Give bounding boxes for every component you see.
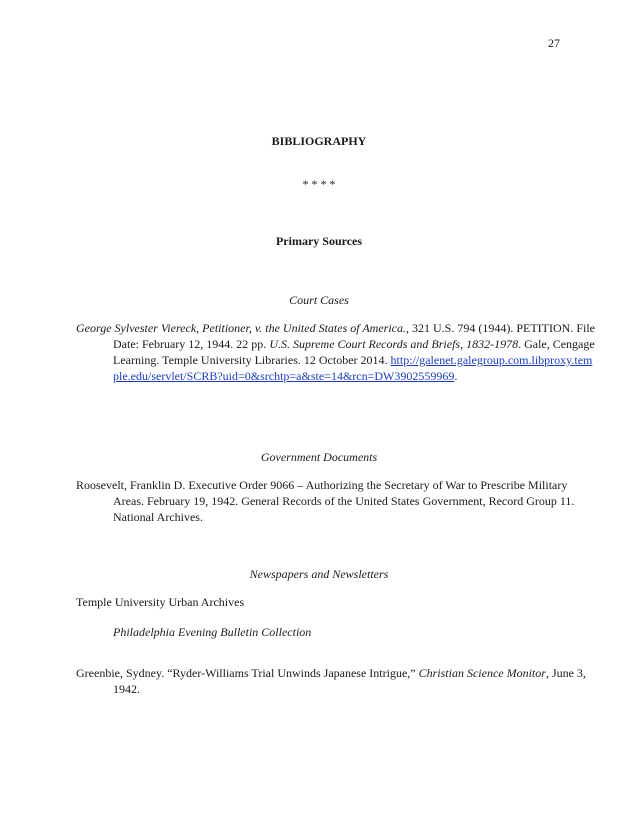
publication-name: Christian Science Monitor	[418, 666, 546, 680]
entry-end: .	[454, 369, 458, 383]
primary-sources-heading: Primary Sources	[275, 234, 363, 248]
newspapers-heading: Newspapers and Newsletters	[249, 567, 389, 581]
court-cases-heading: Court Cases	[289, 293, 349, 307]
source-title: U.S. Supreme Court Records and Briefs, 1832-1978	[269, 337, 519, 351]
case-details: , 321 U.S. 794 (1944). PETITION. File Date: February 12, 1944. 22 pp.	[113, 321, 596, 351]
government-documents-heading: Government Documents	[260, 450, 378, 464]
separator: * * * *	[302, 177, 336, 191]
article-citation: Greenbie, Sydney. “Ryder-Williams Trial Unwinds Japanese Intrigue,”	[76, 666, 419, 680]
collection-name: Philadelphia Evening Bulletin Collection	[113, 625, 312, 639]
page-number: 27	[548, 36, 560, 50]
court-case-entry	[76, 320, 597, 384]
source-details: . Gale, Cengage Learning. Temple University Libraries. 12 October 2014.	[113, 337, 595, 367]
source-link[interactable]: http://galenet.galegroup.com.libproxy.temple.edu/servlet/SCRB?uid=0&srchtp=a&ste=14&rcn=DW3902559969	[113, 353, 593, 383]
page-title: BIBLIOGRAPHY	[271, 134, 367, 148]
newspaper-entry	[76, 665, 597, 697]
publication-date: , June 3, 1942.	[113, 666, 586, 696]
government-document-entry: Roosevelt, Franklin D. Executive Order 9066 – Authorizing the Secretary of War to Prescribe Military Areas. February 19, 1942. General Records of the United States Government, Record Group 11. National Archives.	[76, 478, 575, 524]
case-name: George Sylvester Viereck, Petitioner, v. the United States of America.	[76, 321, 407, 335]
archive-name: Temple University Urban Archives	[76, 595, 245, 609]
